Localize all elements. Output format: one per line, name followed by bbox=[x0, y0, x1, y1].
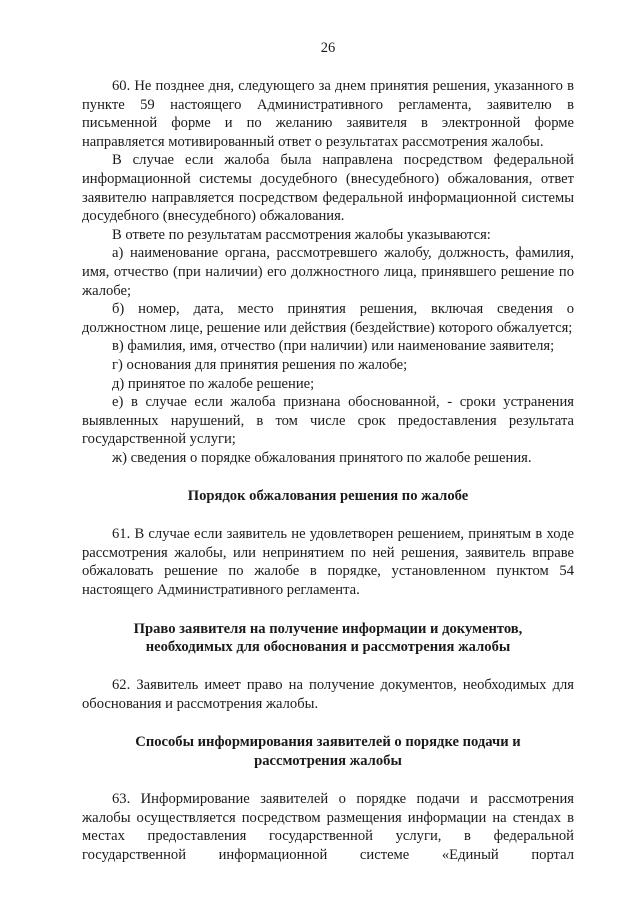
paragraph-complaint-federal-system: В случае если жалоба была направлена посредством федеральной информационной системы досудебного (внесудебного) обжалования, ответ заявителю направляется посредством федеральной информационной системы досудебного (внесудебного) обжалования. bbox=[82, 152, 574, 225]
list-item-a: а) наименование органа, рассмотревшего жалобу, должность, фамилия, имя, отчество (при наличии) его должностного лица, принявшего решение по жалобе; bbox=[82, 245, 574, 299]
section-heading-appeal: Порядок обжалования решения по жалобе bbox=[187, 488, 469, 505]
page-number: 26 bbox=[320, 40, 336, 56]
paragraph-60: 60. Не позднее дня, следующего за днем принятия решения, указанного в пункте 59 настоящего Административного регламента, заявителю в письменной форме и по желанию заявителя в электронной форме направляется мотивированный ответ о результатах рассмотрения жалобы. bbox=[82, 78, 574, 150]
paragraph-61: 61. В случае если заявитель не удовлетворен решением, принятым в ходе рассмотрения жалобы, или непринятием по ней решения, заявитель вправе обжаловать решение по жалобе в порядке, установленном пунктом 54 настоящего Административного регламента. bbox=[82, 526, 574, 599]
paragraph-answer-contents: В ответе по результатам рассмотрения жалобы указываются: bbox=[112, 226, 491, 243]
list-item-v: в) фамилия, имя, отчество (при наличии) или наименование заявителя; bbox=[112, 338, 555, 355]
heading-line: необходимых для обоснования и рассмотрения жалобы bbox=[145, 639, 511, 656]
section-heading-informing-methods bbox=[82, 733, 574, 771]
section-heading-right-to-information bbox=[82, 620, 574, 658]
heading-line: Способы информирования заявителей о порядке подачи и bbox=[135, 734, 521, 751]
heading-line: рассмотрения жалобы bbox=[254, 753, 402, 770]
list-item-g: г) основания для принятия решения по жалобе; bbox=[112, 356, 408, 373]
list-item-e: е) в случае если жалоба признана обоснованной, - сроки устранения выявленных нарушений, в том числе срок предоставления результата государственной услуги; bbox=[82, 394, 574, 448]
paragraph-63: 63. Информирование заявителей о порядке подачи и рассмотрения жалобы осуществляется посредством размещения информации на стендах в местах предоставления государственной услуги, в федеральной государственной информационной системе «Единый портал bbox=[82, 791, 574, 863]
list-item-b: б) номер, дата, место принятия решения, включая сведения о должностном лице, решение или действия (бездействие) которого обжалуется; bbox=[82, 301, 574, 336]
list-item-d: д) принятое по жалобе решение; bbox=[112, 375, 315, 392]
document-body bbox=[82, 77, 574, 864]
paragraph-62: 62. Заявитель имеет право на получение документов, необходимых для обоснования и рассмотрения жалобы. bbox=[82, 677, 574, 712]
heading-line: Право заявителя на получение информации и документов, bbox=[133, 620, 523, 637]
list-item-zh: ж) сведения о порядке обжалования принятого по жалобе решения. bbox=[112, 449, 532, 466]
